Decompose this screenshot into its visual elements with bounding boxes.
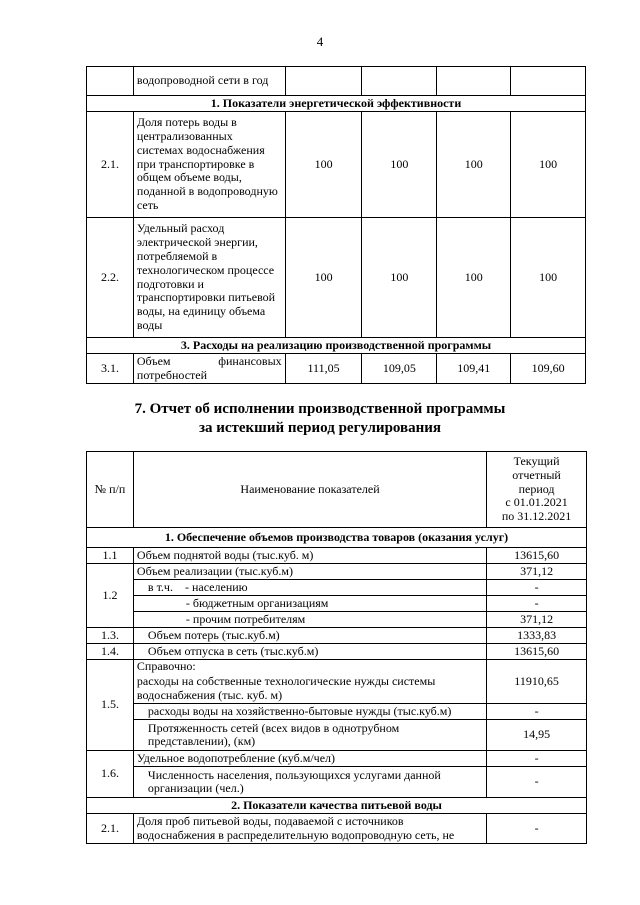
section-title: 7. Отчет об исполнении производственной программы [134,401,506,417]
table-row: Протяженность сетей (всех видов в однотрубном представлении), (км) 14,95 [87,720,587,751]
indicators-table [86,66,586,384]
row-name: водопроводной сети в год [133,67,285,96]
table-row: в т.ч. - населению - [87,580,587,596]
table-row [87,67,586,96]
table-row: 1.6. Удельное водопотребление (куб.м/чел) - [87,751,587,767]
section-header: 2. Показатели качества питьевой воды [87,798,587,814]
table-row: расходы воды на хозяйственно-бытовые нужды (тыс.куб.м) - [87,704,587,720]
table-row: Численность населения, пользующихся услугами данной организации (чел.) - [87,767,587,798]
table-row: расходы на собственные технологические нужды системы водоснабжения (тыс. куб. м) [87,674,587,704]
section-header: 1. Обеспечение объемов производства товаров (оказания услуг) [87,528,587,548]
table-row: 1.2 Объем реализации (тыс.куб.м) 371,12 [87,564,587,580]
section-header: 1. Показатели энергетической эффективности [87,96,586,112]
section-header: 3. Расходы на реализацию производственной программы [87,338,586,354]
table-row: - прочим потребителям 371,12 [87,612,587,628]
table-row: 2.1. Доля потерь воды в централизованных системах водоснабжения при транспортировке в общем объеме воды, поданной в водопроводную сеть 100 100 100 100 [87,112,586,218]
table-row: 1.3. Объем потерь (тыс.куб.м) 1333,83 [87,628,587,644]
table-row: 3.1. Объем финансовых потребностей 111,05 109,05 109,41 109,60 [87,354,586,384]
report-table [86,451,587,844]
table-header: № п/п Наименование показателей Текущий отчетный период с 01.01.2021 по 31.12.2021 [87,452,587,528]
page-number: 4 [316,34,324,49]
table-row: 1.1 Объем поднятой воды (тыс.куб. м) 13615,60 [87,548,587,564]
table-row: 2.2. Удельный расход электрической энергии, потребляемой в технологическом процессе подготовки и транспортировки питьевой воды, на единицу объема воды 100 100 100 100 [87,218,586,338]
table-row: 1.4. Объем отпуска в сеть (тыс.куб.м) 13615,60 [87,644,587,660]
table-row: - бюджетным организациям - [87,596,587,612]
table-row: 1.5. Справочно: 11910,65 [87,660,587,674]
table-row: 2.1. Доля проб питьевой воды, подаваемой с источников водоснабжения в распределительную водопроводную сеть, не - [87,814,587,844]
section-subtitle: за истекший период регулирования [198,420,442,436]
